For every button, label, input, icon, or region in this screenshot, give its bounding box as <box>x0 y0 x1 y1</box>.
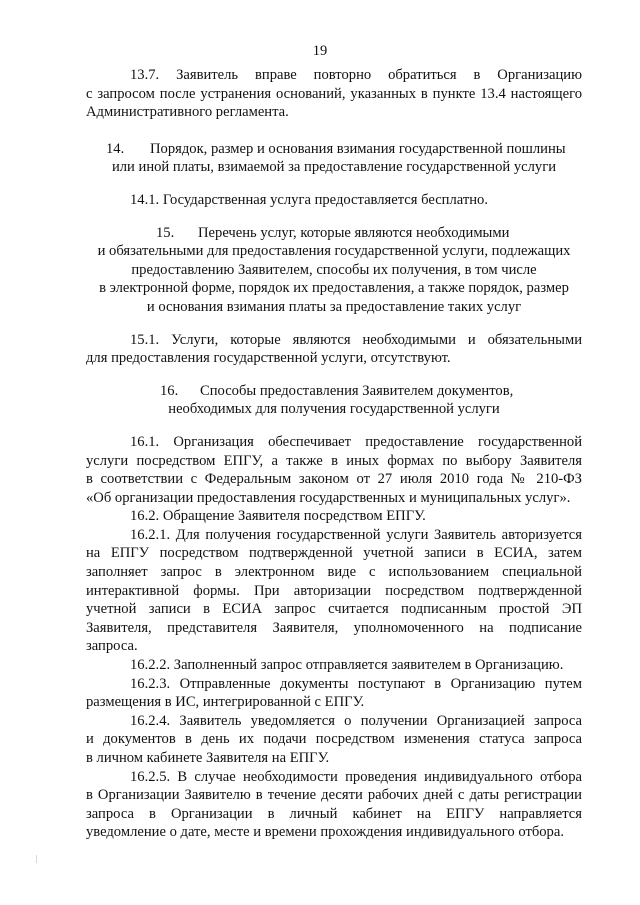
paragraph-line: 16.2.5. В случае необходимости проведения индивидуального отбора <box>130 768 582 785</box>
page-number: 19 <box>312 43 328 59</box>
paragraph-16-2-4 <box>86 712 582 768</box>
spacer <box>86 210 582 224</box>
heading-line <box>86 382 582 401</box>
heading-line <box>86 224 582 243</box>
paragraph-line: «Об организации предоставления государственных и муниципальных услуг». <box>86 489 571 506</box>
section-heading-16 <box>86 382 582 419</box>
paragraph-line: 16.2.3. Отправленные документы поступают в Организацию путем <box>130 675 582 692</box>
heading-text: Способы предоставления Заявителем документов, <box>200 382 514 399</box>
heading-text: Порядок, размер и основания взимания государственной пошлины <box>150 140 566 157</box>
paragraph-line: 16.2.2. Заполненный запрос отправляется заявителем в Организацию. <box>130 657 564 674</box>
heading-number: 15. <box>156 224 175 241</box>
paragraph-line: в соответствии с Федеральным законом от 27 июля 2010 года № 210-ФЗ <box>86 471 582 488</box>
paragraph-16-2-1 <box>86 526 582 656</box>
spacer <box>86 122 582 140</box>
paragraph-line: на ЕПГУ посредством подтвержденной учетной записи в ЕСИА, затем <box>86 545 582 562</box>
paragraph-line: Заявителя, представителя Заявителя, уполномоченного на подписание <box>86 619 582 636</box>
paragraph-line: 16.1. Организация обеспечивает предоставление государственной <box>130 433 582 450</box>
paragraph-line: 14.1. Государственная услуга предоставляется бесплатно. <box>130 191 489 208</box>
paragraph-16-2-3 <box>86 675 582 712</box>
heading-number: 14. <box>106 140 125 157</box>
paragraph-line: 13.7. Заявитель вправе повторно обратиться в Организацию <box>130 67 582 83</box>
paragraph-line: в личном кабинете Заявителя на ЕПГУ. <box>86 750 330 766</box>
spacer <box>86 419 582 433</box>
spacer <box>86 177 582 191</box>
heading-text: Перечень услуг, которые являются необходимыми <box>198 224 510 241</box>
paragraph-line: услуги посредством ЕПГУ, а также в иных формах по выбору Заявителя <box>86 452 582 469</box>
document-body <box>86 66 582 842</box>
paragraph-16-1 <box>86 433 582 507</box>
heading-line: и обязательными для предоставления государственной услуги, подлежащих <box>97 243 571 260</box>
paragraph-line: 16.2. Обращение Заявителя посредством ЕПГУ. <box>130 508 426 525</box>
paragraph-line: 15.1. Услуги, которые являются необходимыми и обязательными <box>130 331 582 348</box>
paragraph-line: с запросом после устранения оснований, указанных в пункте 13.4 настоящего <box>86 85 582 102</box>
paragraph-14-1 <box>86 191 582 210</box>
paragraph-line: учетной записи в ЕСИА запрос считается подписанным простой ЭП <box>86 601 582 618</box>
paragraph-line: размещения в ИС, интегрированной с ЕПГУ. <box>86 694 365 711</box>
paragraph-15-1 <box>86 331 582 368</box>
heading-line: и основания взимания платы за предоставление таких услуг <box>146 298 522 315</box>
paragraph-16-2 <box>86 507 582 526</box>
paragraph-line: для предоставления государственной услуги, отсутствуют. <box>86 350 451 367</box>
paragraph-16-2-5 <box>86 768 582 842</box>
paragraph-line: интерактивной формы. При авторизации посредством подтвержденной <box>86 582 582 599</box>
paragraph-line: запроса в Организации в личный кабинет на ЕПГУ направляется <box>86 805 582 822</box>
paragraph-13-7 <box>86 66 582 122</box>
paragraph-line: 16.2.4. Заявитель уведомляется о получении Организацией запроса <box>130 712 582 729</box>
spacer <box>86 317 582 331</box>
paragraph-16-2-2 <box>86 656 582 675</box>
section-heading-15 <box>86 224 582 317</box>
heading-line: или иной платы, взимаемой за предоставление государственной услуги <box>111 159 557 176</box>
heading-line: в электронной форме, порядок их предоставления, а также порядок, размер <box>99 280 569 297</box>
paragraph-line: Административного регламента. <box>86 104 289 121</box>
paragraph-line: запроса. <box>86 638 138 655</box>
scan-edge-mark <box>36 855 37 863</box>
paragraph-line: заполняет запрос в электронном виде с использованием специальной <box>86 564 582 581</box>
heading-line <box>86 140 582 159</box>
section-heading-14 <box>86 140 582 177</box>
heading-line: необходимых для получения государственной услуги <box>168 401 500 418</box>
heading-number: 16. <box>160 382 179 399</box>
spacer <box>86 368 582 382</box>
paragraph-line: в Организации Заявителю в течение десяти рабочих дней с даты регистрации <box>86 787 582 804</box>
paragraph-line: уведомление о дате, месте и времени прохождения индивидуального отбора. <box>86 824 564 841</box>
paragraph-line: и документов в день их подачи посредством изменения статуса запроса <box>86 731 582 748</box>
heading-line: предоставлению Заявителем, способы их получения, в том числе <box>131 261 537 278</box>
paragraph-line: 16.2.1. Для получения государственной услуги Заявитель авторизуется <box>130 526 582 543</box>
